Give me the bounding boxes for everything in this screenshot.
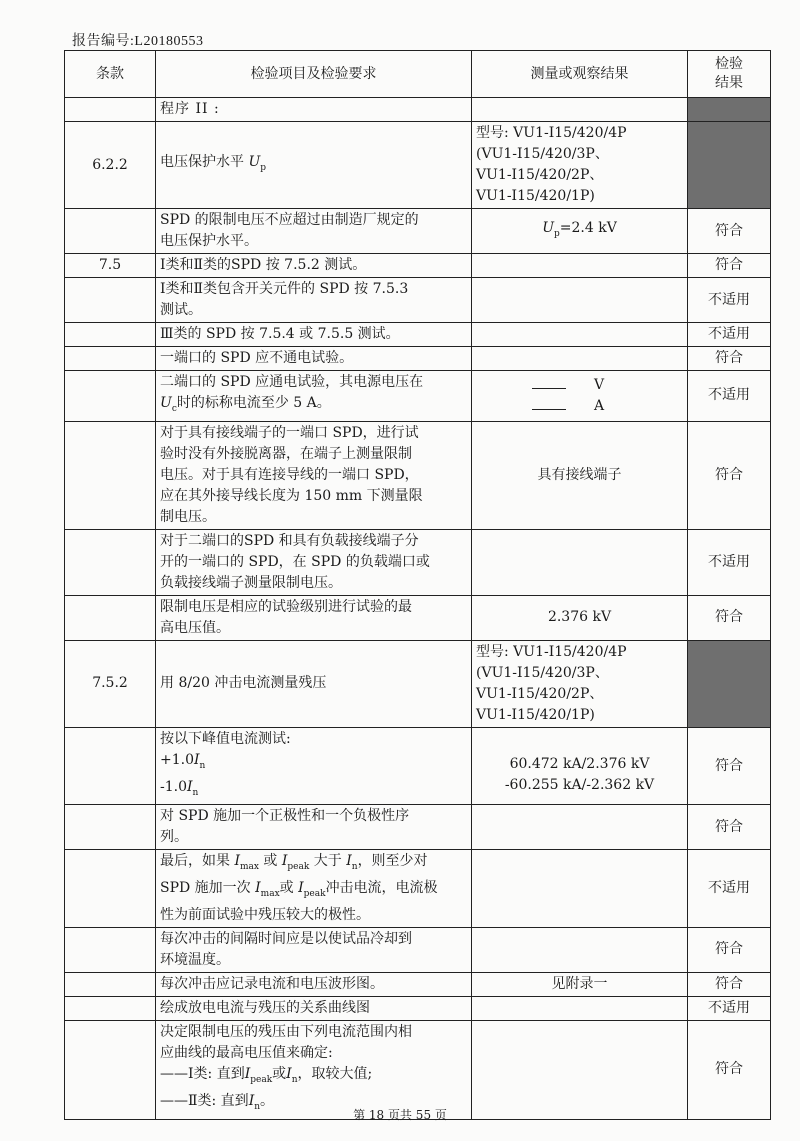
verdict: 符合 bbox=[688, 972, 771, 996]
item-text: 对于二端口的SPD 和具有负载接线端子分 开的一端口的 SPD，在 SPD 的负载端口或 负载接线端子测量限制电压。 bbox=[156, 529, 472, 595]
item-text: SPD 的限制电压不应超过由制造厂规定的 电压保护水平。 bbox=[156, 209, 472, 254]
table-header-row bbox=[65, 51, 771, 98]
table-row bbox=[65, 996, 771, 1020]
item-text: 每次冲击应记录电流和电压波形图。 bbox=[156, 972, 472, 996]
verdict: 不适用 bbox=[688, 529, 771, 595]
result-text: $U_p=2.4$ kV bbox=[472, 209, 688, 254]
table-row bbox=[65, 640, 771, 727]
verdict: 符合 bbox=[688, 595, 771, 640]
table-row bbox=[65, 209, 771, 254]
model-text: 型号: VU1-I15/420/4P (VU1-I15/420/3P、 VU1-I15/420/2P、 VU1-I15/420/1P) bbox=[472, 640, 688, 727]
clause-number: 6.2.2 bbox=[65, 122, 156, 209]
item-text: Ⅲ类的 SPD 按 7.5.4 或 7.5.5 测试。 bbox=[156, 323, 472, 347]
report-number: 报告编号:L20180553 bbox=[72, 34, 204, 49]
table-row bbox=[65, 850, 771, 928]
item-text: 对 SPD 施加一个正极性和一个负极性序 列。 bbox=[156, 805, 472, 850]
gray-cell bbox=[688, 98, 771, 122]
verdict: 不适用 bbox=[688, 850, 771, 928]
table-row bbox=[65, 1020, 771, 1119]
table-row bbox=[65, 421, 771, 529]
table-row bbox=[65, 371, 771, 422]
blank-field bbox=[532, 376, 566, 389]
item-text: 绘成放电电流与残压的关系曲线图 bbox=[156, 996, 472, 1020]
page-footer: 第 18 页共 55 页 bbox=[353, 1108, 447, 1122]
result-text: 60.472 kA/2.376 kV -60.255 kA/-2.362 kV bbox=[472, 727, 688, 805]
table-row bbox=[65, 278, 771, 323]
header-item: 检验项目及检验要求 bbox=[156, 51, 472, 98]
verdict: 符合 bbox=[688, 805, 771, 850]
verdict: 符合 bbox=[688, 727, 771, 805]
clause-number: 7.5.2 bbox=[65, 640, 156, 727]
table-row bbox=[65, 98, 771, 122]
item-text: 按以下峰值电流测试: $+1.0I_n$ $-1.0I_n$ bbox=[156, 727, 472, 805]
verdict: 符合 bbox=[688, 347, 771, 371]
verdict: 不适用 bbox=[688, 371, 771, 422]
item-text: 决定限制电压的残压由下列电流范围内相 应曲线的最高电压值来确定: ——Ⅰ类: 直到$I_{peak}$或$I_n$，取较大值; ——Ⅱ类: 直到$I_n$。 bbox=[156, 1020, 472, 1119]
item-text: 二端口的 SPD 应通电试验，其电源电压在 $U_c$时的标称电流至少 5 A。 bbox=[156, 371, 472, 422]
item-text: 每次冲击的间隔时间应是以使试品冷却到 环境温度。 bbox=[156, 927, 472, 972]
header-result: 测量或观察结果 bbox=[472, 51, 688, 98]
table-row bbox=[65, 927, 771, 972]
verdict: 不适用 bbox=[688, 278, 771, 323]
table-row bbox=[65, 122, 771, 209]
item-text: Ⅰ类和Ⅱ类包含开关元件的 SPD 按 7.5.3 测试。 bbox=[156, 278, 472, 323]
gray-cell bbox=[688, 122, 771, 209]
table-row bbox=[65, 805, 771, 850]
result-text: 2.376 kV bbox=[472, 595, 688, 640]
table-row bbox=[65, 972, 771, 996]
model-text: 型号: VU1-I15/420/4P (VU1-I15/420/3P、 VU1-I15/420/2P、 VU1-I15/420/1P) bbox=[472, 122, 688, 209]
verdict: 不适用 bbox=[688, 323, 771, 347]
verdict: 符合 bbox=[688, 1020, 771, 1119]
table-row bbox=[65, 727, 771, 805]
table-row bbox=[65, 529, 771, 595]
verdict: 符合 bbox=[688, 254, 771, 278]
clause-number: 7.5 bbox=[65, 254, 156, 278]
result-text: 具有接线端子 bbox=[472, 421, 688, 529]
table-row bbox=[65, 323, 771, 347]
blank-field bbox=[532, 397, 566, 410]
verdict: 符合 bbox=[688, 209, 771, 254]
verdict: 符合 bbox=[688, 927, 771, 972]
item-text: 用 8/20 冲击电流测量残压 bbox=[156, 640, 472, 727]
item-text: 最后，如果 $I_{max}$ 或 $I_{peak}$ 大于 $I_n$，则至少对 SPD 施加一次 $I_{max}$或 $I_{peak}$冲击电流，电流极 性为前面试验中残压较大的极性。 bbox=[156, 850, 472, 928]
program-label: 程序 II : bbox=[156, 98, 472, 122]
verdict: 符合 bbox=[688, 421, 771, 529]
item-text: 一端口的 SPD 应不通电试验。 bbox=[156, 347, 472, 371]
result-text: V A bbox=[472, 371, 688, 422]
item-text: Ⅰ类和Ⅱ类的SPD 按 7.5.2 测试。 bbox=[156, 254, 472, 278]
result-text: 见附录一 bbox=[472, 972, 688, 996]
item-text: 电压保护水平 $U_p$ bbox=[156, 122, 472, 209]
header-clause: 条款 bbox=[65, 51, 156, 98]
table-row bbox=[65, 595, 771, 640]
table-row bbox=[65, 347, 771, 371]
item-text: 限制电压是相应的试验级别进行试验的最 高电压值。 bbox=[156, 595, 472, 640]
item-text: 对于具有接线端子的一端口 SPD，进行试 验时没有外接脱离器，在端子上测量限制 电压。对于具有连接导线的一端口 SPD， 应在其外接导线长度为 150 mm 下测量限 制电压。 bbox=[156, 421, 472, 529]
gray-cell bbox=[688, 640, 771, 727]
header-verdict: 检验 结果 bbox=[688, 51, 771, 98]
inspection-table bbox=[64, 50, 771, 1120]
table-row bbox=[65, 254, 771, 278]
verdict: 不适用 bbox=[688, 996, 771, 1020]
